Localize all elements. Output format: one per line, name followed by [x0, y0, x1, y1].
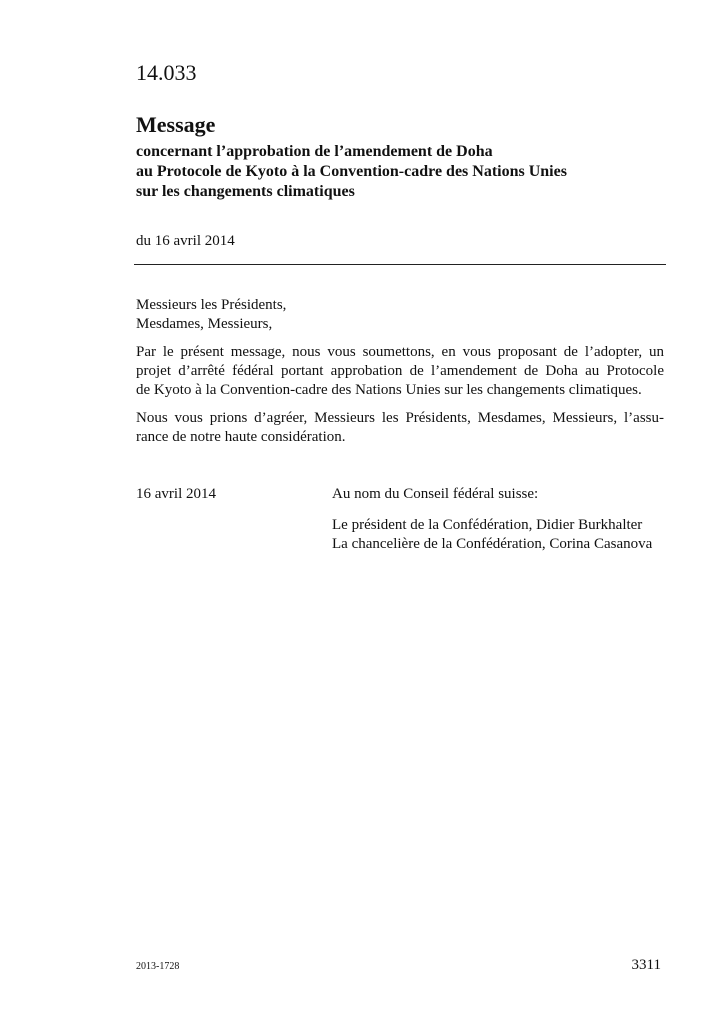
paragraph-line: Par le présent message, nous vous soumettons, en vous proposant de l’adopter, un — [136, 344, 664, 360]
salutation-line: Mesdames, Messieurs, — [136, 316, 273, 332]
signature-chancellor: La chancelière de la Confédération, Corina Casanova — [332, 536, 653, 552]
document-number: 14.033 — [136, 60, 197, 85]
paragraph-line: Nous vous prions d’agréer, Messieurs les Présidents, Mesdames, Messieurs, l’assu- — [136, 410, 664, 426]
subject-line: concernant l’approbation de l’amendement de Doha — [136, 143, 493, 160]
paragraph-proposal — [136, 343, 664, 400]
paragraph-line: rance de notre haute considération. — [136, 429, 346, 445]
paragraph-closing — [136, 409, 664, 447]
salutation — [136, 296, 664, 334]
signature-president: Le président de la Confédération, Didier Burkhalter — [332, 517, 643, 533]
subject-line: au Protocole de Kyoto à la Convention-cadre des Nations Unies — [136, 163, 567, 180]
paragraph-line: projet d’arrêté fédéral portant approbation de l’amendement de Doha au Protocole — [136, 363, 664, 379]
document-date: du 16 avril 2014 — [136, 233, 235, 249]
document-type-heading: Message — [136, 112, 216, 137]
signature-spacer — [332, 504, 652, 516]
document-subject — [136, 142, 676, 202]
signature-block — [332, 485, 652, 554]
subject-line: sur les changements climatiques — [136, 183, 355, 200]
salutation-line: Messieurs les Présidents, — [136, 297, 287, 313]
horizontal-divider — [134, 264, 666, 265]
signature-on-behalf: Au nom du Conseil fédéral suisse: — [332, 486, 539, 502]
paragraph-line: de Kyoto à la Convention-cadre des Nations Unies sur les changements climatiques. — [136, 382, 642, 398]
footer-reference: 2013-1728 — [136, 961, 180, 972]
signature-date: 16 avril 2014 — [136, 486, 216, 502]
page-number: 3311 — [631, 957, 661, 973]
